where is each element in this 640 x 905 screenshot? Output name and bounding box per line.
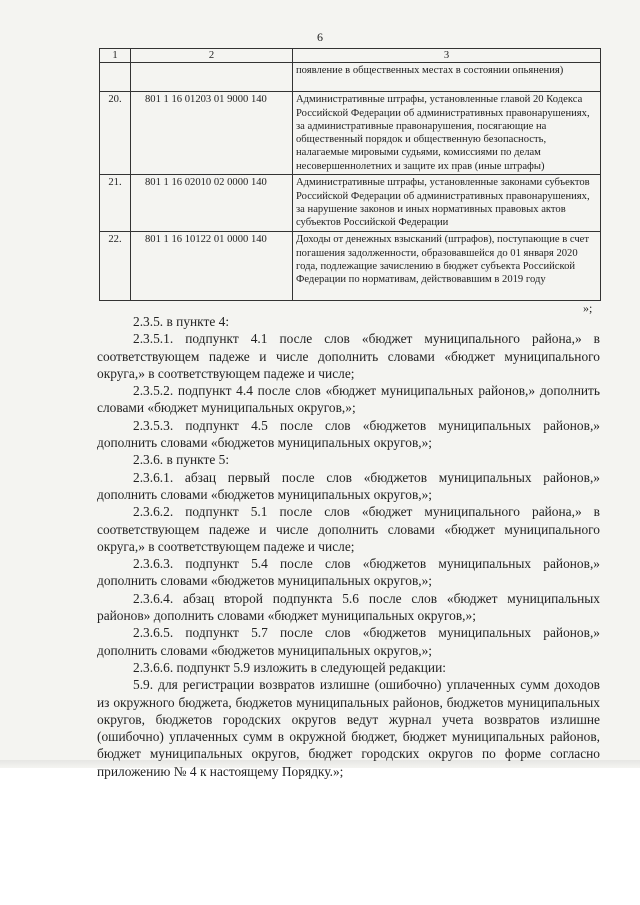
table-row xyxy=(100,175,601,232)
page-number: 6 xyxy=(317,30,323,44)
paragraph: 5.9. для регистрации возвратов излишне (ошибочно) уплаченных сумм доходов из окружного бюджета, бюджетов муниципальных районов, бюджетов муниципальных округов, бюджетов городских округов ведут журнал учета возвратов излишне (ошибочно) уплаченных сумм в окружной бюджет, бюджет муниципальных районов, бюджет муниципальных округов, бюджет городских округов по форме согласно приложению № 4 к настоящему Порядку.»; xyxy=(97,677,600,779)
paragraph: 2.3.5.2. подпункт 4.4 после слов «бюджет муниципальных районов,» дополнить словами «бюджет муниципальных округов,»; xyxy=(97,383,600,416)
row-text: Административные штрафы, установленные законами субъектов Российской Федерации об административных правонарушениях, за нарушение законов и иных нормативных правовых актов субъектов Российской Федерации xyxy=(293,175,601,232)
table-row xyxy=(100,232,601,301)
row-code xyxy=(131,63,293,92)
row-text: Доходы от денежных взысканий (штрафов), поступающие в счет погашения задолженности, образовавшейся до 01 января 2020 года, подлежащие зачислению в бюджет субъекта Российской Федерации по нормативам, действовавшим в 2019 году xyxy=(293,232,601,301)
codes-table xyxy=(99,48,601,301)
paragraph: 2.3.6.3. подпункт 5.4 после слов «бюджетов муниципальных районов,» дополнить словами «бюджетов муниципальных округов,»; xyxy=(97,556,600,589)
table-header-cell: 1 xyxy=(100,49,131,63)
paragraph: 2.3.5.3. подпункт 4.5 после слов «бюджетов муниципальных районов,» дополнить словами «бюджетов муниципальных округов,»; xyxy=(97,417,600,451)
paragraph: 2.3.5. в пункте 4: xyxy=(133,314,230,329)
paragraph: 2.3.6.6. подпункт 5.9 изложить в следующей редакции: xyxy=(133,659,446,675)
row-text: появление в общественных местах в состоянии опьянения) xyxy=(293,63,601,92)
closing-quote-mark: »; xyxy=(583,301,593,315)
amendment-text xyxy=(97,313,600,780)
paragraph: 2.3.6. в пункте 5: xyxy=(133,452,230,468)
table-header-cell: 3 xyxy=(293,49,601,63)
paragraph: 2.3.5.1. подпункт 4.1 после слов «бюджет муниципального района,» в соответствующем падеже и числе дополнить словами «бюджет муниципального округа,» в соответствующем падеже и числе; xyxy=(97,331,600,381)
row-number: 22. xyxy=(100,232,131,301)
paragraph: 2.3.6.4. абзац второй подпункта 5.6 после слов «бюджет муниципальных районов» дополнить словами «бюджет муниципальных округов,»; xyxy=(97,590,600,624)
row-code: 801 1 16 02010 02 0000 140 xyxy=(131,175,293,232)
table-header-row xyxy=(100,49,601,63)
row-number: 21. xyxy=(100,175,131,232)
row-code: 801 1 16 10122 01 0000 140 xyxy=(131,232,293,301)
table-row xyxy=(100,63,601,92)
row-code: 801 1 16 01203 01 9000 140 xyxy=(131,92,293,175)
row-number: 20. xyxy=(100,92,131,175)
paragraph: 2.3.6.2. подпункт 5.1 после слов «бюджет муниципального района,» в соответствующем падеже и числе дополнить словами «бюджет муниципального округа,» в соответствующем падеже и числе; xyxy=(97,504,600,554)
row-number xyxy=(100,63,131,92)
table-header-cell: 2 xyxy=(131,49,293,63)
paragraph: 2.3.6.5. подпункт 5.7 после слов «бюджетов муниципальных районов,» дополнить словами «бюджетов муниципальных округов,»; xyxy=(97,625,600,658)
row-text: Административные штрафы, установленные главой 20 Кодекса Российской Федерации об административных правонарушениях, за административные правонарушения, посягающие на общественный порядок и общественную безопасность, налагаемые мировыми судьями, комиссиями по делам несовершеннолетних и защите их прав (иные штрафы) xyxy=(293,92,601,175)
paragraph: 2.3.6.1. абзац первый после слов «бюджетов муниципальных районов,» дополнить словами «бюджетов муниципальных округов,»; xyxy=(97,469,600,502)
table-row xyxy=(100,92,601,175)
